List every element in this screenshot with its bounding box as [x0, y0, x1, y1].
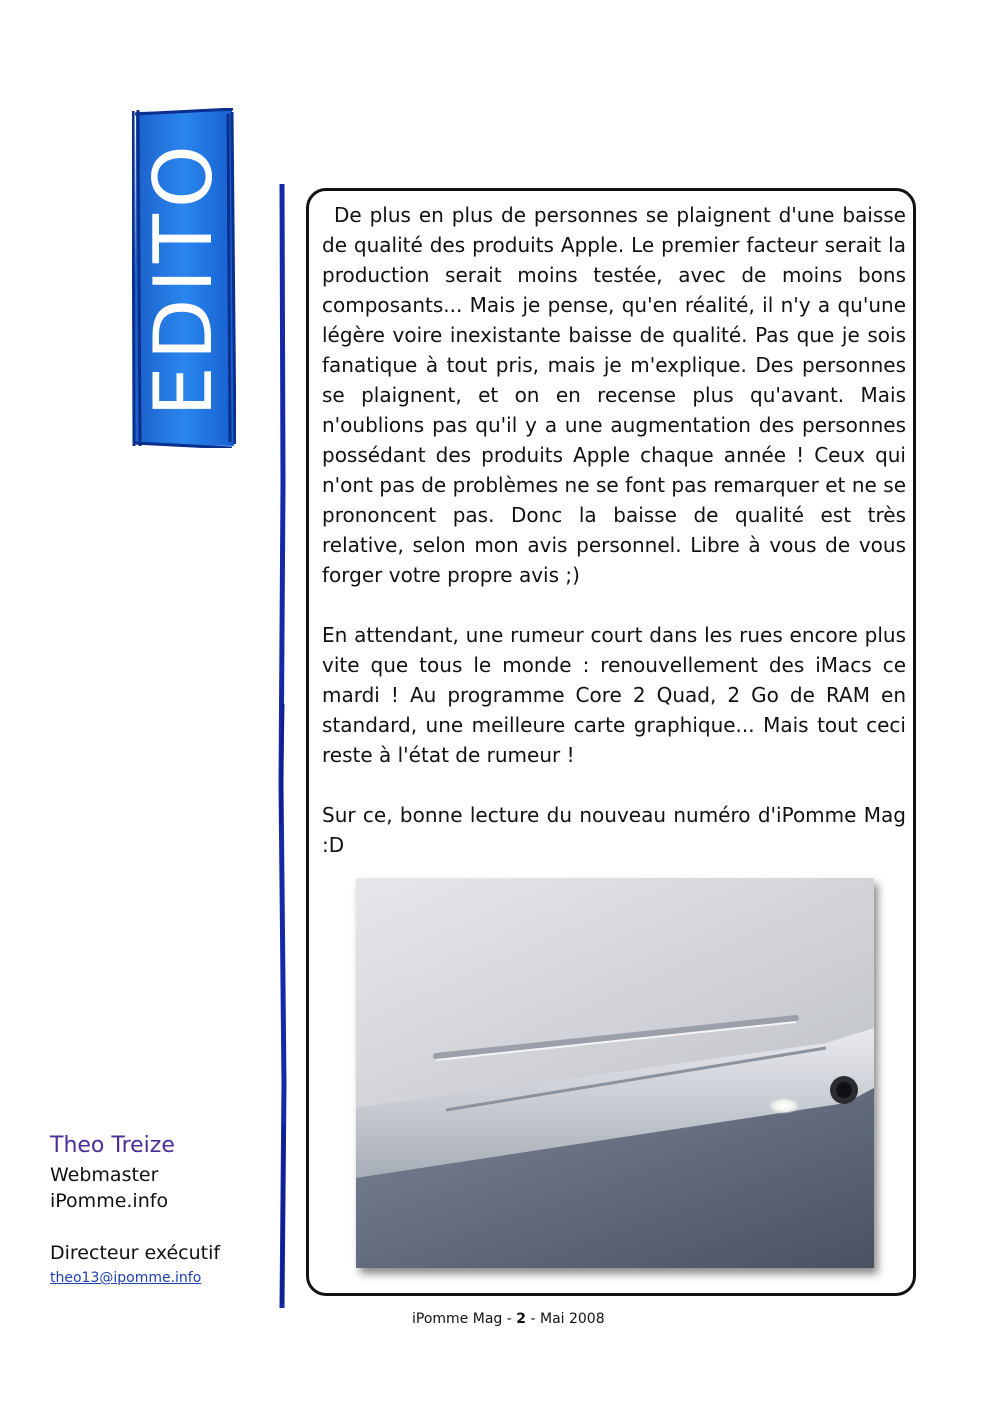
- edito-title: EDITO: [137, 139, 230, 417]
- macbook-image: [356, 878, 874, 1268]
- footer-separator-2: -: [530, 1311, 536, 1327]
- footer-page-number: 2: [516, 1311, 527, 1327]
- footer-separator-1: -: [506, 1311, 512, 1327]
- article-paragraph-2: En attendant, une rumeur court dans les rues encore plus vite que tous le monde : renouvellement des iMacs ce mardi ! Au programme Core 2 Quad, 2 Go de RAM en standard, une meilleure carte graphique... Mais tout ceci reste à l'état de rumeur !: [322, 623, 906, 767]
- footer-magazine: iPomme Mag: [412, 1311, 503, 1327]
- article-paragraph-1: De plus en plus de personnes se plaignent d'une baisse de qualité des produits Apple. Le premier facteur serait la production serait moins testée, avec de moins bons composants... Mais je pense, qu'en réalité, il n'y a qu'une légère voire inexistante baisse de qualité. Pas que je sois fanatique à tout pris, mais je m'explique. Des personnes se plaignent, et on en recense plus qu'avant. Mais n'oublions pas qu'il y a une augmentation des personnes possédant des produits Apple chaque année ! Ceux qui n'ont pas de problèmes ne se font pas remarquer et ne se prononcent pas. Donc la baisse de qualité est très relative, selon mon avis personnel. Libre à vous de vous forger votre propre avis ;): [322, 203, 906, 587]
- footer-issue-date: Mai 2008: [539, 1311, 605, 1327]
- edito-banner: [132, 108, 236, 448]
- author-block: [50, 1130, 280, 1290]
- footer-line: [412, 1311, 605, 1327]
- article-paragraph-3: Sur ce, bonne lecture du nouveau numéro d'iPomme Mag :D: [322, 803, 906, 857]
- author-spacer: [50, 1214, 280, 1240]
- author-email-link[interactable]: theo13@ipomme.info: [50, 1270, 202, 1286]
- editorial-article: [322, 200, 906, 890]
- author-title: Directeur exécutif: [50, 1242, 221, 1264]
- author-site: iPomme.info: [50, 1190, 169, 1212]
- macbook-photo: [356, 878, 874, 1268]
- author-name: Theo Treize: [50, 1133, 175, 1158]
- author-role: Webmaster: [50, 1164, 159, 1186]
